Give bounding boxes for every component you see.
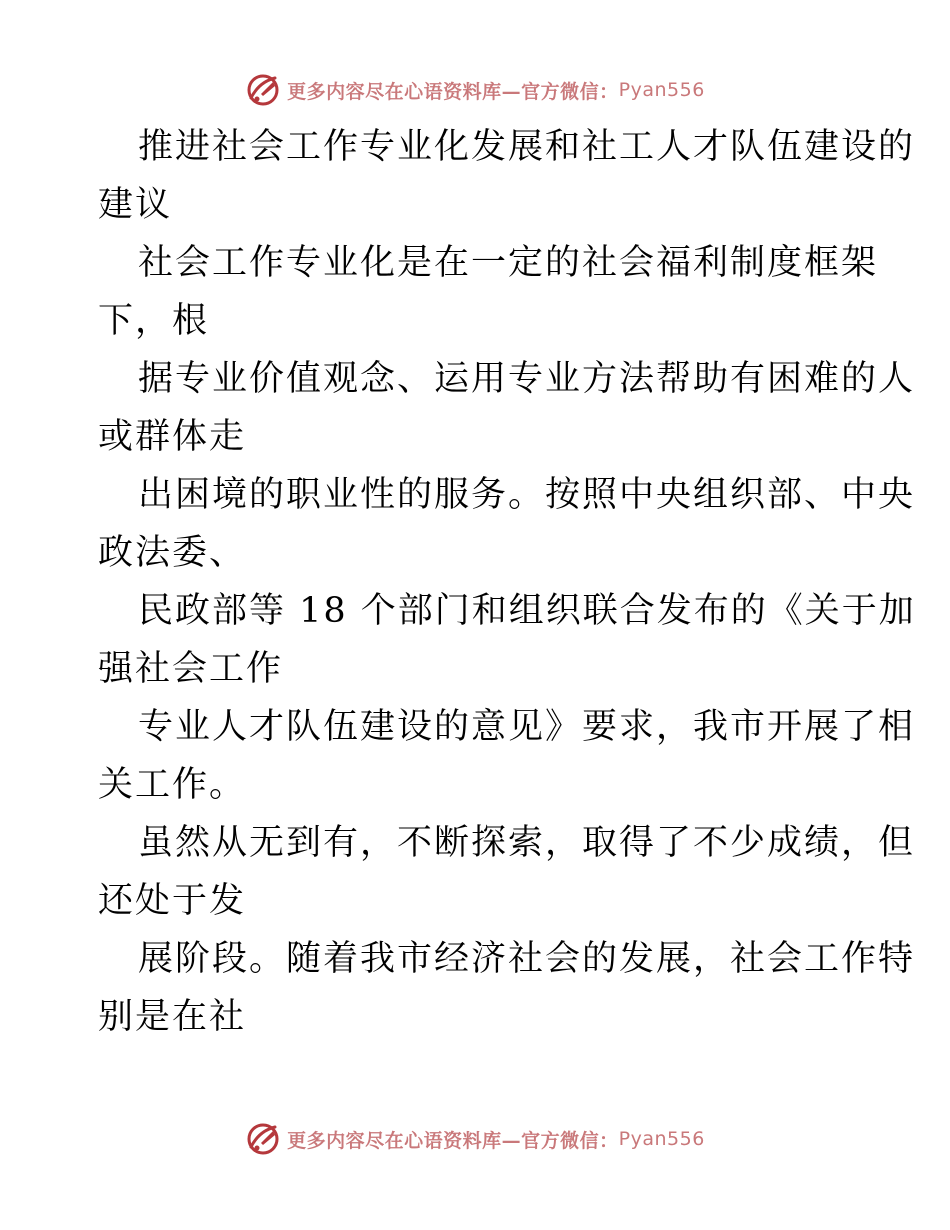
paragraph-line: 下，根 xyxy=(98,301,210,341)
paragraph-line: 出困境的职业性的服务。按照中央组织部、中央 xyxy=(138,475,916,515)
banner-text: 更多内容尽在心语资料库—官方微信： xyxy=(287,80,619,103)
paragraph-line: 社会工作专业化是在一定的社会福利制度框架 xyxy=(138,243,879,283)
paragraph-line: 建议 xyxy=(98,185,173,225)
paragraph-line: 还处于发 xyxy=(98,881,247,921)
paragraph-line: 民政部等 18 个部门和组织联合发布的《关于加 xyxy=(138,591,916,631)
paragraph-line: 专业人才队伍建设的意见》要求，我市开展了相 xyxy=(138,707,916,747)
paragraph-line: 别是在社 xyxy=(98,997,247,1037)
paragraph-line: 据专业价值观念、运用专业方法帮助有困难的人 xyxy=(138,359,916,399)
pen-logo-icon xyxy=(245,1121,281,1157)
paragraph-line: 展阶段。随着我市经济社会的发展，社会工作特 xyxy=(138,939,916,979)
paragraph-line: 强社会工作 xyxy=(98,649,284,689)
paragraph-line: 政法委、 xyxy=(98,533,247,573)
paragraph-line: 关工作。 xyxy=(98,765,247,805)
pen-logo-icon xyxy=(245,72,281,108)
paragraph-line: 推进社会工作专业化发展和社工人才队伍建设的 xyxy=(138,127,916,167)
wechat-id: Pyan556 xyxy=(618,79,705,101)
document-body xyxy=(98,118,916,1046)
footer-banner xyxy=(0,1117,950,1161)
wechat-id: Pyan556 xyxy=(618,1128,705,1150)
header-banner xyxy=(0,68,950,112)
paragraph-line: 虽然从无到有，不断探索，取得了不少成绩，但 xyxy=(138,823,916,863)
banner-text: 更多内容尽在心语资料库—官方微信： xyxy=(287,1129,619,1152)
paragraph-line: 或群体走 xyxy=(98,417,247,457)
